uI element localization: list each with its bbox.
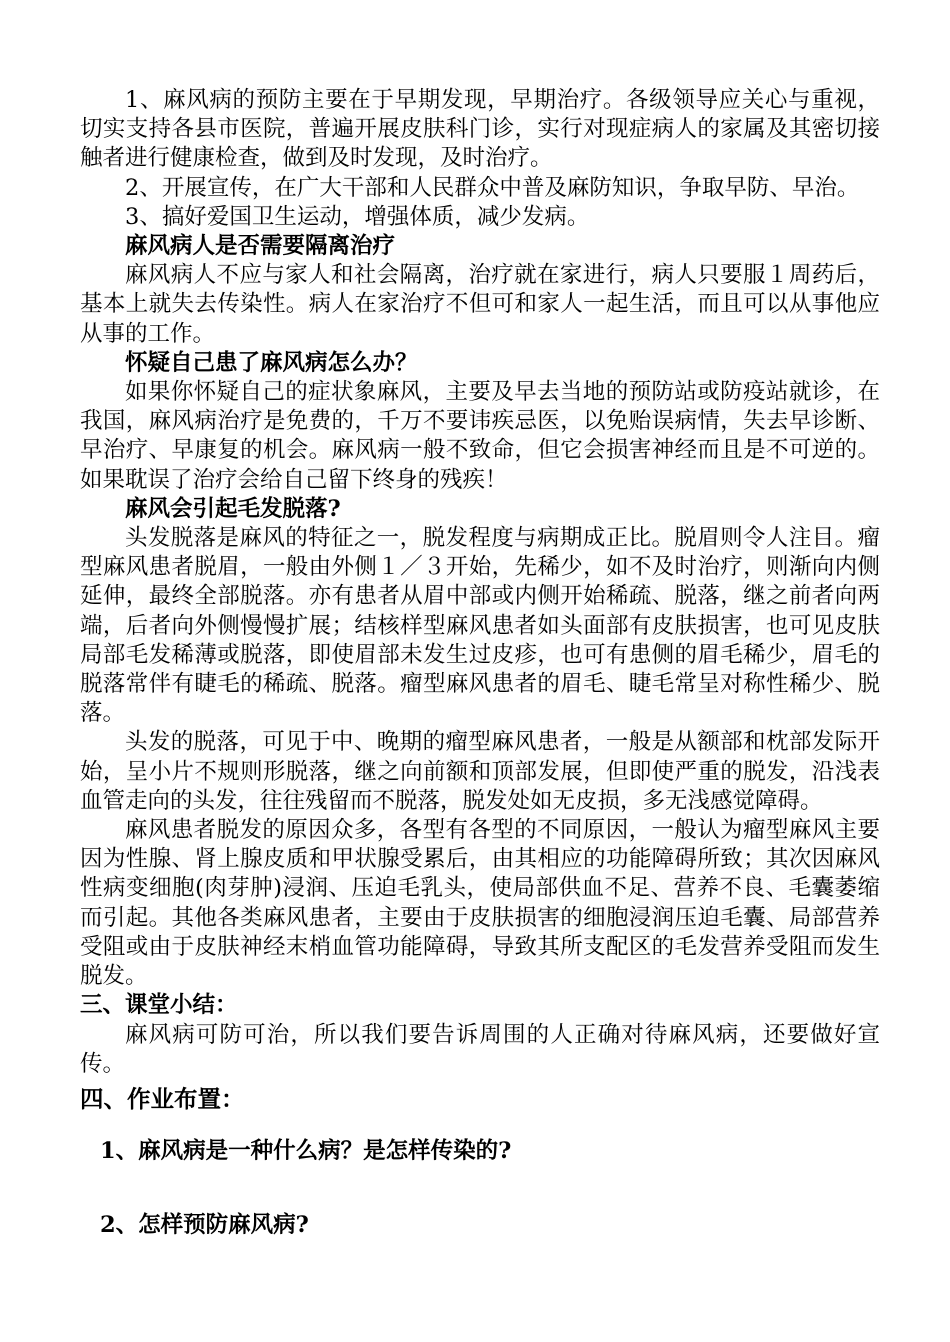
- suspect-paragraph: 如果你怀疑自己的症状象麻风，主要及早去当地的预防站或防疫站就诊，在我国，麻风病治疗是免费的，千万不要讳疾忌医，以免贻误病情，失去早诊断、早治疗、早康复的机会。麻风病一般不致命，但它会损害神经而且是不可逆的。如果耽误了治疗会给自己留下终身的残疾！: [80, 379, 880, 493]
- suspect-heading: 怀疑自己患了麻风病怎么办？: [125, 349, 418, 376]
- hair-loss-heading: 麻风会引起毛发脱落?: [125, 495, 341, 522]
- summary-paragraph: 麻风病可防可治，所以我们要告诉周围的人正确对待麻风病，还要做好宣传。: [80, 1021, 880, 1077]
- isolation-paragraph: 麻风病人不应与家人和社会隔离，治疗就在家进行，病人只要服１周药后，基本上就失去传染性。病人在家治疗不但可和家人一起生活，而且可以从事他应从事的工作。: [80, 262, 880, 347]
- homework-heading: 四、作业布置：: [80, 1084, 245, 1113]
- prevention-paragraph-2: 2、开展宣传，在广大干部和人民群众中普及麻防知识，争取早防、早治。: [125, 174, 860, 201]
- prevention-paragraph-1: 1、麻风病的预防主要在于早期发现，早期治疗。各级领导应关心与重视，切实支持各县市医院，普遍开展皮肤科门诊，实行对现症病人的家属及其密切接触者进行健康检查，做到及时发现，及时治疗。: [80, 87, 880, 172]
- prevention-paragraph-3: 3、搞好爱国卫生运动，增强体质，减少发病。: [125, 203, 590, 230]
- hair-loss-paragraph-3: 麻风患者脱发的原因众多，各型有各型的不同原因，一般认为瘤型麻风主要因为性腺、肾上腺皮质和甲状腺受累后，由其相应的功能障碍所致；其次因麻风性病变细胞(肉芽肿)浸润、压迫毛乳头，使局部供血不足、营养不良、毛囊萎缩而引起。其他各类麻风患者，主要由于皮肤损害的细胞浸润压迫毛囊、局部营养受阻或由于皮肤神经末梢血管功能障碍，导致其所支配区的毛发营养受阻而发生脱发。: [80, 817, 880, 990]
- hair-loss-paragraph-2: 头发的脱落，可见于中、晚期的瘤型麻风患者，一般是从额部和枕部发际开始，呈小片不规则形脱落，继之向前额和顶部发展，但即使严重的脱发，沿浅表血管走向的头发，往往残留而不脱落，脱发处如无皮损，多无浅感觉障碍。: [80, 729, 880, 814]
- summary-heading: 三、课堂小结：: [80, 992, 238, 1019]
- homework-question-2: 2、怎样预防麻风病?: [100, 1211, 309, 1238]
- hair-loss-paragraph-1: 头发脱落是麻风的特征之一，脱发程度与病期成正比。脱眉则令人注目。瘤型麻风患者脱眉，一般由外侧１／３开始，先稀少，如不及时治疗，则渐向内侧延伸，最终全部脱落。亦有患者从眉中部或内侧开始稀疏、脱落，继之前者向两端，后者向外侧慢慢扩展；结核样型麻风患者如头面部有皮肤损害，也可见皮肤局部毛发稀薄或脱落，即使眉部未发生过皮疹，也可有患侧的眉毛稀少，眉毛的脱落常伴有睫毛的稀疏、脱落。瘤型麻风患者的眉毛、睫毛常呈对称性稀少、脱落。: [80, 525, 880, 727]
- homework-question-1: 1、麻风病是一种什么病？是怎样传染的?: [100, 1137, 512, 1164]
- isolation-heading: 麻风病人是否需要隔离治疗: [125, 233, 396, 260]
- document-page: [80, 86, 880, 1241]
